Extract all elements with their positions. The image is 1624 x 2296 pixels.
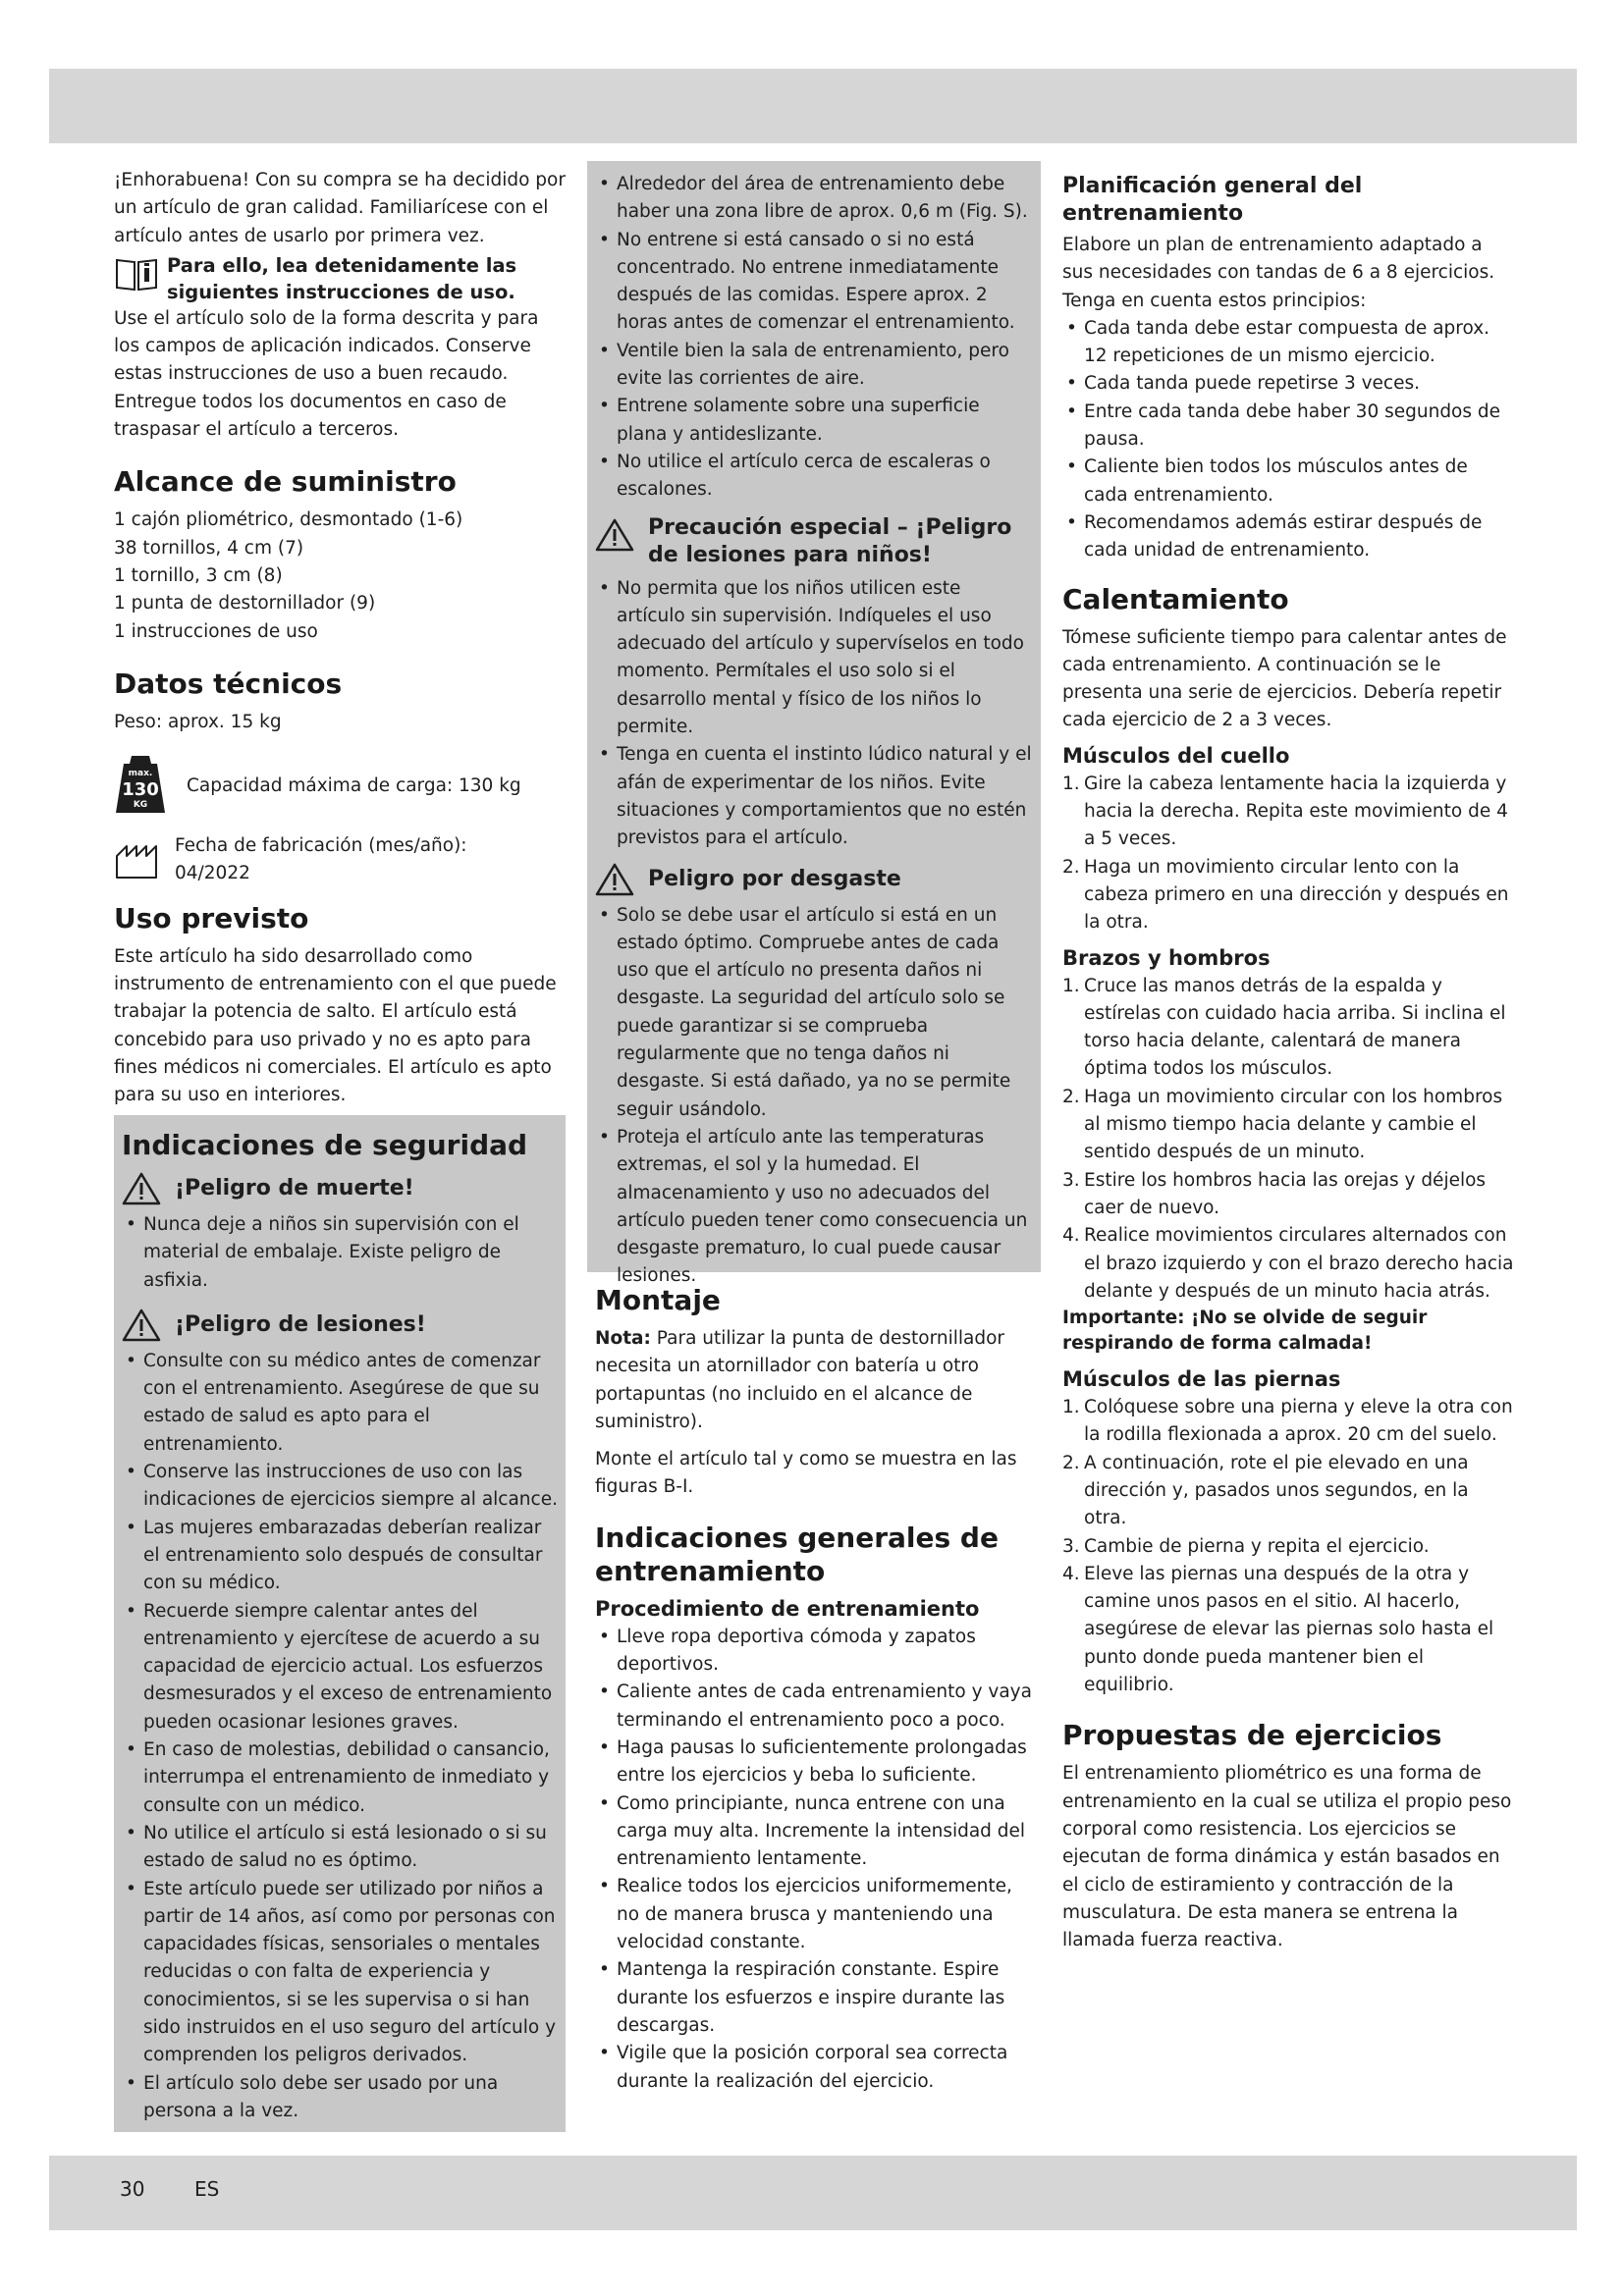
safety-box: [114, 1115, 566, 2132]
planning-item: • Cada tanda debe estar compuesta de aprox. 12 repeticiones de un mismo ejercicio.: [1062, 315, 1514, 371]
factory-icon: [114, 842, 163, 885]
max-icon-top: max.: [128, 769, 153, 779]
injury-item: • Las mujeres embarazadas deberían realizar el entrenamiento solo después de consultar con su médico.: [122, 1515, 558, 1598]
planning-item: • Caliente bien todos los músculos antes de cada entrenamiento.: [1062, 454, 1514, 509]
note-body: Para utilizar la punta de destornillador necesita un atornillador con batería u otro portapuntas (no incluido en el alcance de suministro).: [595, 1328, 1005, 1432]
procedure-item: • Haga pausas lo suficientemente prolongadas entre los ejercicios y beba lo suficiente.: [595, 1735, 1033, 1790]
injury-item: • No utilice el artículo si está lesionado o si su estado de salud no es óptimo.: [122, 1820, 558, 1876]
important-note: Importante: ¡No se olvide de seguir respirando de forma calmada!: [1062, 1308, 1428, 1355]
warmup-text: Tómese suficiente tiempo para calentar antes de cada entrenamiento. A continuación se le presenta una serie de ejercicios. Debería repetir cada ejercicio de 2 a 3 veces.: [1062, 626, 1507, 731]
children-item: • Tenga en cuenta el instinto lúdico natural y el afán de experimentar de los niños. Evite situaciones y comportamientos que no estén previstos para el artículo.: [595, 741, 1033, 852]
mfg-label: Fecha de fabricación (mes/año):: [175, 835, 467, 857]
injury-item: • En caso de molestias, debilidad o cansancio, interrumpa el entrenamiento de inmediato y consulte con un médico.: [122, 1736, 558, 1820]
legs-item: 3. Cambie de pierna y repita el ejercicio.: [1062, 1535, 1430, 1557]
manual-icon: [114, 254, 159, 295]
planning-title: Planificación general del entrenamiento: [1062, 174, 1363, 226]
procedure-item: • Vigile que la posición corporal sea correcta durante la realización del ejercicio.: [595, 2040, 1033, 2096]
max-icon-value: 130: [122, 779, 159, 801]
neck-item: 2. Haga un movimiento circular lento con la cabeza primero en una dirección y después en la otra.: [1062, 856, 1509, 934]
arms-item: 3. Estire los hombros hacia las orejas y déjelos caer de nuevo.: [1062, 1169, 1487, 1218]
max-load-text: Capacidad máxima de carga: 130 kg: [187, 775, 521, 796]
assembly-text: Monte el artículo tal y como se muestra en las figuras B-I.: [595, 1449, 1017, 1498]
delivery-item: 1 punta de destornillador (9): [114, 593, 376, 614]
arms-item: 4. Realice movimientos circulares alternados con el brazo izquierdo y con el brazo derecho hacia delante y después de un minuto hacia atrás.: [1062, 1225, 1514, 1302]
planning-item: • Entre cada tanda debe haber 30 segundos de pausa.: [1062, 399, 1514, 454]
neck-item: 1. Gire la cabeza lentamente hacia la izquierda y hacia la derecha. Repita este movimiento de 4 a 5 veces.: [1062, 773, 1508, 850]
read-note: Para ello, lea detenidamente las siguientes instrucciones de uso.: [167, 253, 517, 303]
procedure-item: • Caliente antes de cada entrenamiento y vaya terminando el entrenamiento poco a poco.: [595, 1679, 1033, 1735]
death-title: ¡Peligro de muerte!: [175, 1176, 414, 1201]
death-item: • Nunca deje a niños sin supervisión con el material de embalaje. Existe peligro de asfixia.: [122, 1211, 558, 1295]
intro-text: ¡Enhorabuena! Con su compra se ha decidido por un artículo de gran calidad. Familiarícese con el artículo antes de usarlo por primera vez.: [114, 170, 566, 246]
warmup-title: Calentamiento: [1062, 582, 1289, 615]
mfg-date: 04/2022: [175, 863, 250, 884]
use-text: Use el artículo solo de la forma descrita y para los campos de aplicación indicados. Conserve estas instrucciones de uso a buen recaudo. Entregue todos los documentos en caso de traspasar el artículo a terceros.: [114, 307, 539, 441]
planning-item: • Recomendamos además estirar después de cada unidad de entrenamiento.: [1062, 509, 1514, 565]
arms-item: 2. Haga un movimiento circular con los hombros al mismo tiempo hacia delante y cambie el sentido después de un minuto.: [1062, 1086, 1503, 1163]
note-text: [595, 1325, 1033, 1436]
weight-text: Peso: aprox. 15 kg: [114, 711, 282, 732]
injury-item: • Recuerde siempre calentar antes del entrenamiento y ejercítese de acuerdo a su capacidad de ejercicio actual. Los esfuerzos desmesurados y el exceso de entrenamiento pueden ocasionar lesiones graves.: [122, 1598, 558, 1736]
assembly-title: Montaje: [595, 1284, 721, 1316]
procedure-item: • Como principiante, nunca entrene con una carga muy alta. Incremente la intensidad del entrenamiento lentamente.: [595, 1790, 1033, 1874]
language-code: ES: [194, 2177, 220, 2201]
arms-title: Brazos y hombros: [1062, 945, 1271, 970]
safety-title: Indicaciones de seguridad: [122, 1129, 528, 1161]
legs-item: 1. Colóquese sobre una pierna y eleve la otra con la rodilla flexionada a aprox. 20 cm del suelo.: [1062, 1397, 1513, 1446]
wear-title: Peligro por desgaste: [648, 866, 901, 891]
use-title: Uso previsto: [114, 901, 309, 934]
safety-item: • No utilice el artículo cerca de escaleras o escalones.: [595, 449, 1033, 505]
footer-bar: [49, 2156, 1577, 2230]
neck-title: Músculos del cuello: [1062, 743, 1290, 768]
column-3: [1062, 167, 1514, 1954]
delivery-item: 1 tornillo, 3 cm (8): [114, 564, 283, 586]
planning-text: Elabore un plan de entrenamiento adaptado a sus necesidades con tandas de 6 a 8 ejercicios. Tenga en cuenta estos principios:: [1062, 235, 1495, 311]
legs-title: Músculos de las piernas: [1062, 1367, 1341, 1392]
procedure-title: Procedimiento de entrenamiento: [595, 1596, 980, 1621]
procedure-item: • Lleve ropa deportiva cómoda y zapatos deportivos.: [595, 1624, 1033, 1680]
legs-item: 4. Eleve las piernas una después de la otra y camine unos pasos en el sitio. Al hacerlo, asegúrese de elevar las piernas solo hasta el punto donde pueda mantener bien el equilibrio.: [1062, 1563, 1494, 1696]
warning-icon: [595, 518, 634, 552]
safety-box-continued: [587, 161, 1041, 1287]
wear-item: • Solo se debe usar el artículo si está en un estado óptimo. Compruebe antes de cada uso que el artículo no presenta daños ni desgaste. La seguridad del artículo solo se puede garantizar si se comprueba regularmente que no tenga daños ni desgaste. Si está dañado, ya no se permite seguir usándolo.: [595, 902, 1033, 1124]
max-icon-unit: KG: [133, 800, 148, 811]
safety-item: • Ventile bien la sala de entrenamiento, pero evite las corrientes de aire.: [595, 338, 1033, 394]
safety-item: • Alrededor del área de entrenamiento debe haber una zona libre de aprox. 0,6 m (Fig. S).: [595, 171, 1033, 227]
injury-item: • Conserve las instrucciones de uso con las indicaciones de ejercicios siempre al alcance.: [122, 1459, 558, 1515]
injury-title: ¡Peligro de lesiones!: [175, 1311, 426, 1337]
safety-item: • No entrene si está cansado o si no está concentrado. No entrene inmediatamente después de las comidas. Espere aprox. 2 horas antes de comenzar el entrenamiento.: [595, 227, 1033, 338]
column-2-lower: [595, 1276, 1033, 2096]
injury-item: • Este artículo puede ser utilizado por niños a partir de 14 años, así como por personas con capacidades físicas, sensoriales o mentales reducidas o con falta de experiencia y conocimientos, si se les supervisa o si han sido instruidos en el uso seguro del artículo y comprenden los peligros derivados.: [122, 1876, 558, 2070]
delivery-item: 1 instrucciones de uso: [114, 620, 318, 642]
arms-item: 1. Cruce las manos detrás de la espalda y estírelas con cuidado hacia arriba. Si inclina el torso hacia delante, calentará de manera óptima todos los músculos.: [1062, 975, 1506, 1080]
injury-item: • El artículo solo debe ser usado por una persona a la vez.: [122, 2070, 558, 2126]
delivery-item: 38 tornillos, 4 cm (7): [114, 537, 304, 559]
delivery-item: 1 cajón pliométrico, desmontado (1-6): [114, 509, 463, 531]
safety-item: • Entrene solamente sobre una superficie plana y antideslizante.: [595, 393, 1033, 449]
proposals-title: Propuestas de ejercicios: [1062, 1719, 1442, 1752]
warning-icon: [122, 1172, 161, 1205]
children-title: Precaución especial – ¡Peligro de lesiones para niños!: [648, 514, 1012, 567]
legs-item: 2. A continuación, rote el pie elevado en una dirección y, pasados unos segundos, en la otra.: [1062, 1452, 1469, 1529]
page-number: 30: [120, 2177, 145, 2201]
injury-item: • Consulte con su médico antes de comenzar con el entrenamiento. Asegúrese de que su estado de salud es apto para el entrenamiento.: [122, 1348, 558, 1459]
procedure-item: • Mantenga la respiración constante. Espire durante los esfuerzos e inspire durante las descargas.: [595, 1956, 1033, 2040]
general-title: Indicaciones generales de entrenamiento: [595, 1521, 999, 1587]
children-item: • No permita que los niños utilicen este artículo sin supervisión. Indíqueles el uso adecuado del artículo y supervíselos en todo momento. Permítales el uso solo si el desarrollo mental y físico de los niños lo permite.: [595, 575, 1033, 742]
column-1: [114, 167, 566, 1110]
delivery-title: Alcance de suministro: [114, 465, 457, 499]
warning-icon: [595, 863, 634, 896]
max-load-icon: [114, 752, 167, 821]
wear-item: • Proteja el artículo ante las temperaturas extremas, el sol y la humedad. El almacenamiento y uso no adecuados del artículo pueden tener como consecuencia un desgaste prematuro, lo cual puede causar lesiones.: [595, 1124, 1033, 1291]
warning-icon: [122, 1308, 161, 1342]
proposals-text: El entrenamiento pliométrico es una forma de entrenamiento en la cual se utiliza el propio peso corporal como resistencia. Los ejercicios se ejecutan de forma dinámica y están basados en el ciclo de estiramiento y contracción de la musculatura. De esta manera se entrena la llamada fuerza reactiva.: [1062, 1763, 1512, 1951]
tech-title: Datos técnicos: [114, 667, 343, 700]
use-intended-text: Este artículo ha sido desarrollado como instrumento de entrenamiento con el que puede trabajar la potencia de salto. El artículo está concebido para uso privado y no es apto para fines médicos ni comerciales. El artículo es apto para su uso en interiores.: [114, 945, 557, 1106]
procedure-item: • Realice todos los ejercicios uniformemente, no de manera brusca y manteniendo una velocidad constante.: [595, 1873, 1033, 1956]
planning-item: • Cada tanda puede repetirse 3 veces.: [1062, 370, 1514, 398]
header-bar: [49, 69, 1577, 143]
note-label: Nota:: [595, 1328, 651, 1349]
